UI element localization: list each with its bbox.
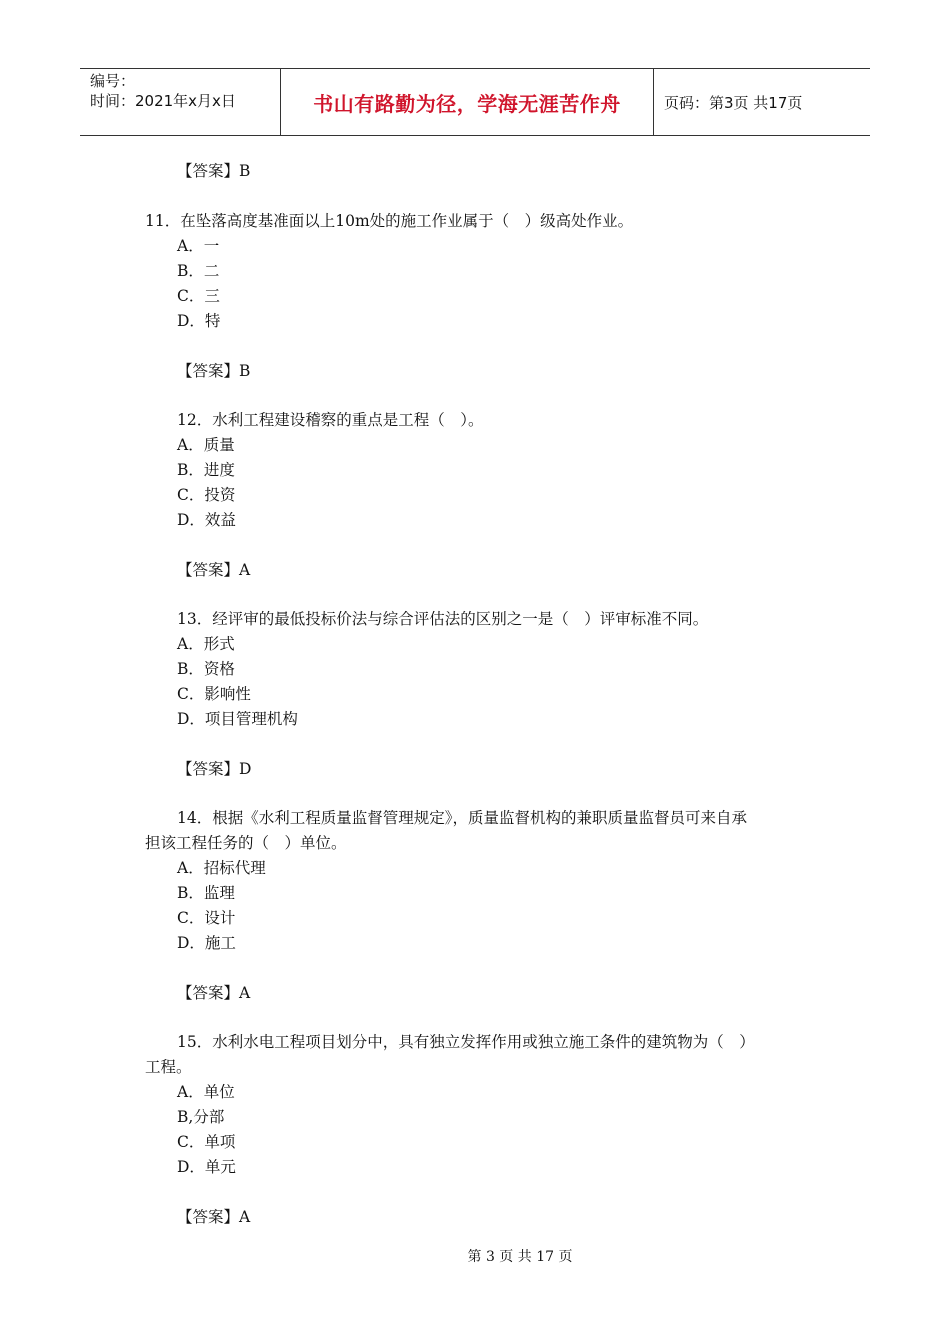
option-d: D．施工 <box>177 934 236 952</box>
header-motto: 书山有路勤为径，学海无涯苦作舟 <box>281 69 654 135</box>
option-d: D．效益 <box>177 511 236 529</box>
option-b: B．二 <box>177 262 220 280</box>
option-d: D．项目管理机构 <box>177 710 298 728</box>
option-c: C．影响性 <box>177 685 251 703</box>
answer-line: 【答案】A <box>177 984 251 1002</box>
answer-line: 【答案】D <box>177 760 252 778</box>
page-footer: 第 3 页 共 17 页 <box>467 1249 573 1265</box>
document-time: 时间：2021年x月x日 <box>90 92 236 110</box>
document-number-label: 编号： <box>90 72 136 90</box>
header-page-info: 页码：第3页 共17页 <box>664 93 803 112</box>
question-15: 15．水利水电工程项目划分中，具有独立发挥作用或独立施工条件的建筑物为（ ） <box>177 1033 755 1051</box>
option-b: B,分部 <box>177 1108 225 1126</box>
header-meta <box>80 69 281 135</box>
option-d: D．特 <box>177 312 221 330</box>
option-d: D．单元 <box>177 1158 236 1176</box>
option-a: A．形式 <box>177 635 235 653</box>
question-13: 13．经评审的最低投标价法与综合评估法的区别之一是（ ）评审标准不同。 <box>177 610 709 628</box>
question-14: 14．根据《水利工程质量监督管理规定》，质量监督机构的兼职质量监督员可来自承 <box>177 809 747 827</box>
answer-line: 【答案】A <box>177 1208 251 1226</box>
option-c: C．设计 <box>177 909 236 927</box>
page-header <box>80 68 870 136</box>
question-15-continued: 工程。 <box>145 1058 192 1076</box>
option-b: B．资格 <box>177 660 235 678</box>
answer-line: 【答案】A <box>177 561 251 579</box>
question-14-continued: 担该工程任务的（ ）单位。 <box>145 834 347 852</box>
option-a: A．单位 <box>177 1083 235 1101</box>
option-b: B．进度 <box>177 461 235 479</box>
option-c: C．三 <box>177 287 220 305</box>
answer-line: 【答案】B <box>177 362 251 380</box>
option-a: A．招标代理 <box>177 859 266 877</box>
option-c: C．投资 <box>177 486 236 504</box>
option-a: A．一 <box>177 237 220 255</box>
option-b: B．监理 <box>177 884 235 902</box>
option-c: C．单项 <box>177 1133 236 1151</box>
option-a: A．质量 <box>177 436 235 454</box>
question-11: 11．在坠落高度基准面以上10m处的施工作业属于（ ）级高处作业。 <box>145 212 634 230</box>
answer-line: 【答案】B <box>177 162 251 180</box>
question-12: 12．水利工程建设稽察的重点是工程（ ）。 <box>177 411 484 429</box>
